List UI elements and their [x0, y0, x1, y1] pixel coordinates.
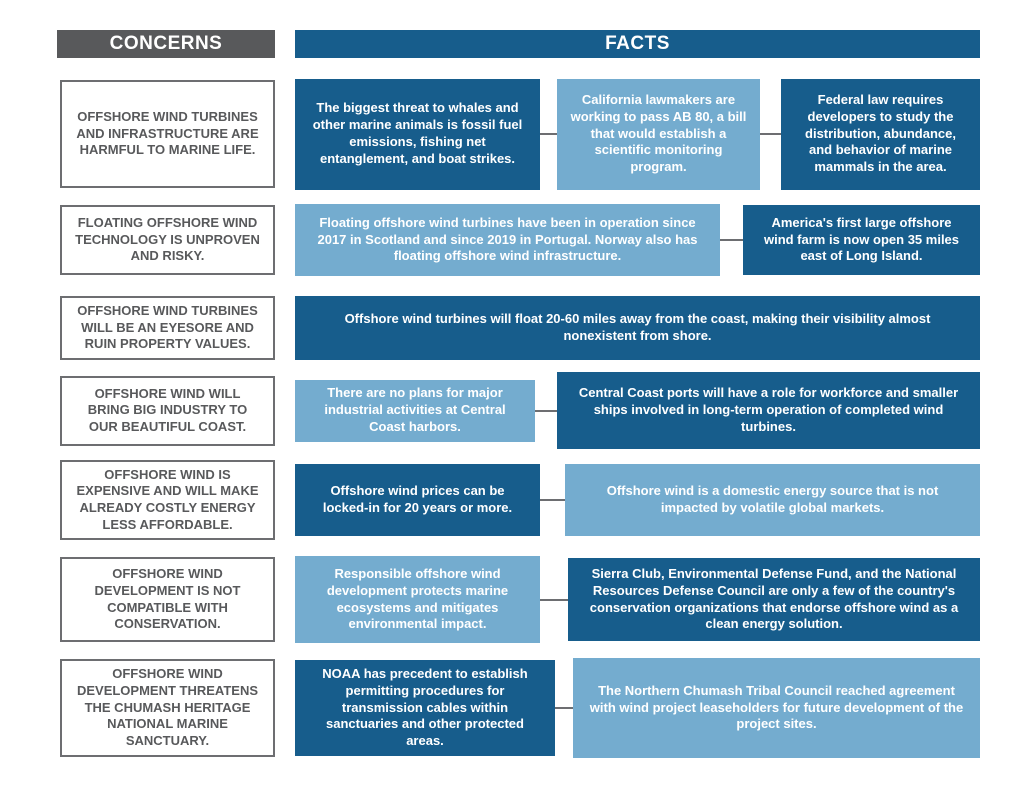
facts-header-label: FACTS	[605, 33, 670, 54]
concern-box	[60, 557, 275, 642]
concern-box	[60, 80, 275, 188]
fact-box	[295, 556, 540, 643]
concern-box	[60, 460, 275, 540]
row-chumash-sanctuary	[60, 658, 980, 758]
row-big-industry	[60, 372, 980, 449]
fact-box	[557, 79, 760, 190]
row-floating-technology	[60, 204, 980, 276]
concern-text: OFFSHORE WIND TURBINES WILL BE AN EYESORE AND RUIN PROPERTY VALUES.	[77, 303, 258, 352]
fact-text: There are no plans for major industrial activities at Central Coast harbors.	[324, 385, 506, 434]
connector-line	[540, 133, 557, 135]
concern-box	[60, 659, 275, 757]
fact-text: Offshore wind turbines will float 20-60 miles away from the coast, making their visibility almost nonexistent from shore.	[344, 311, 931, 343]
fact-box	[781, 79, 980, 190]
connector-line	[540, 599, 568, 601]
row-eyesore	[60, 296, 980, 360]
fact-box	[295, 296, 980, 360]
connector-line	[535, 410, 557, 412]
fact-box	[557, 372, 980, 449]
connector-line	[540, 499, 565, 501]
fact-text: The Northern Chumash Tribal Council reached agreement with wind project leaseholders for future development of the project sites.	[589, 682, 964, 732]
row-expensive-energy	[60, 460, 980, 540]
concern-text: OFFSHORE WIND TURBINES AND INFRASTRUCTURE ARE HARMFUL TO MARINE LIFE.	[76, 109, 259, 158]
fact-text: Offshore wind is a domestic energy source that is not impacted by volatile global markets.	[606, 483, 939, 515]
connector-line	[555, 707, 573, 709]
fact-box	[295, 660, 555, 756]
row-conservation	[60, 556, 980, 643]
fact-box	[743, 205, 980, 275]
fact-box	[295, 464, 540, 536]
concern-box	[60, 296, 275, 360]
fact-box	[295, 79, 540, 190]
connector-line	[720, 239, 743, 241]
row-marine-life	[60, 78, 980, 190]
concern-box	[60, 376, 275, 446]
connector-line	[760, 133, 781, 135]
fact-text: NOAA has precedent to establish permitting procedures for transmission cables within sanctuaries and other protected areas.	[322, 665, 528, 749]
fact-text: The biggest threat to whales and other marine animals is fossil fuel emissions, fishing net entanglement, and boat strikes.	[312, 100, 523, 166]
fact-box	[295, 380, 535, 442]
fact-text: Central Coast ports will have a role for workforce and smaller ships involved in long-term operation of completed wind turbines.	[578, 385, 959, 434]
fact-box	[565, 464, 980, 536]
fact-text: America's first large offshore wind farm is now open 35 miles east of Long Island.	[763, 214, 960, 264]
fact-text: California lawmakers are working to pass AB 80, a bill that would establish a scientific monitoring program.	[570, 91, 747, 175]
fact-text: Floating offshore wind turbines have been in operation since 2017 in Scotland and since 2019 in Portugal. Norway also has floating offshore wind infrastructure.	[317, 214, 698, 264]
fact-box	[568, 558, 980, 641]
fact-text: Federal law requires developers to study the distribution, abundance, and behavior of marine mammals in the area.	[805, 91, 956, 175]
concern-box	[60, 205, 275, 275]
concerns-header-label: CONCERNS	[109, 33, 223, 54]
facts-header	[295, 30, 980, 58]
concern-text: OFFSHORE WIND DEVELOPMENT THREATENS THE CHUMASH HERITAGE NATIONAL MARINE SANCTUARY.	[76, 666, 259, 748]
concerns-header	[57, 30, 275, 58]
fact-box	[295, 204, 720, 276]
concern-text: OFFSHORE WIND DEVELOPMENT IS NOT COMPATIBLE WITH CONSERVATION.	[94, 566, 241, 632]
concern-text: OFFSHORE WIND WILL BRING BIG INDUSTRY TO OUR BEAUTIFUL COAST.	[87, 385, 248, 434]
concern-text: OFFSHORE WIND IS EXPENSIVE AND WILL MAKE ALREADY COSTLY ENERGY LESS AFFORDABLE.	[76, 466, 259, 532]
fact-text: Responsible offshore wind development protects marine ecosystems and mitigates environmental impact.	[326, 565, 509, 632]
fact-text: Sierra Club, Environmental Defense Fund, and the National Resources Defense Council are only a few of the country's conservation organizations that endorse offshore wind as a clean energy solution.	[589, 565, 959, 632]
fact-box	[573, 658, 980, 758]
concern-text: FLOATING OFFSHORE WIND TECHNOLOGY IS UNPROVEN AND RISKY.	[75, 215, 260, 264]
fact-text: Offshore wind prices can be locked-in for 20 years or more.	[322, 483, 513, 515]
